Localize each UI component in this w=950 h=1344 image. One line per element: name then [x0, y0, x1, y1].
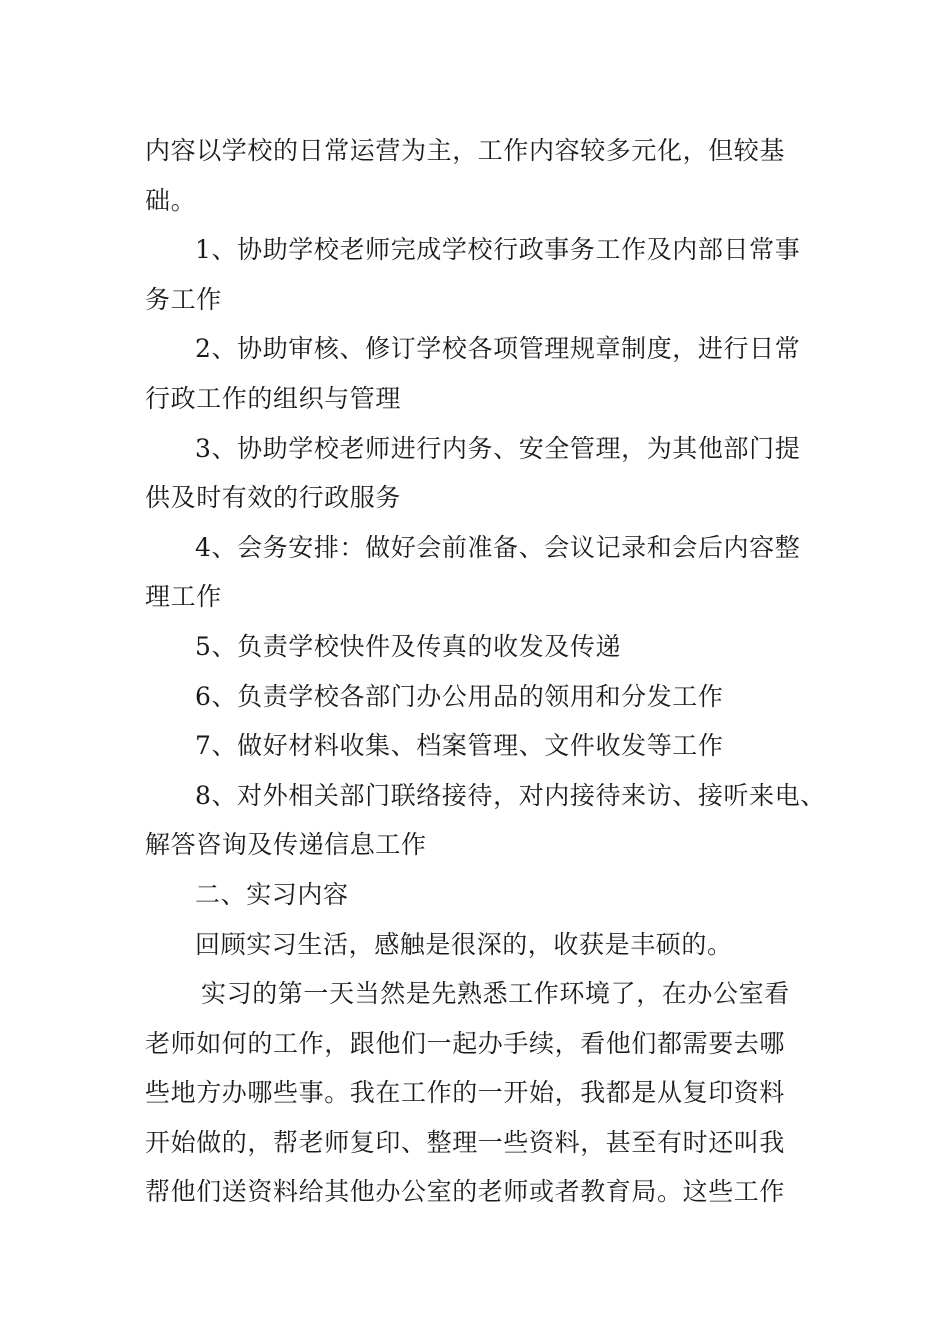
list-item: 2、协助审核、修订学校各项管理规章制度，进行日常	[195, 334, 801, 364]
text-line: 务工作	[145, 284, 222, 314]
paragraph-line: 开始做的，帮老师复印、整理一些资料，甚至有时还叫我	[145, 1127, 786, 1157]
list-item: 4、会务安排：做好会前准备、会议记录和会后内容整	[195, 532, 801, 562]
list-item: 8、对外相关部门联络接待，对内接待来访、接听来电、	[195, 780, 826, 810]
text-line: 础。	[145, 185, 197, 215]
paragraph-line: 帮他们送资料给其他办公室的老师或者教育局。这些工作	[145, 1177, 786, 1207]
text-line: 理工作	[145, 582, 222, 612]
paragraph-line: 实习的第一天当然是先熟悉工作环境了，在办公室看	[201, 979, 790, 1009]
text-line: 解答咨询及传递信息工作	[145, 830, 427, 860]
paragraph-line: 些地方办哪些事。我在工作的一开始，我都是从复印资料	[145, 1078, 786, 1108]
list-item: 6、负责学校各部门办公用品的领用和分发工作	[195, 681, 724, 711]
list-item: 7、做好材料收集、档案管理、文件收发等工作	[195, 731, 724, 761]
text-line: 内容以学校的日常运营为主，工作内容较多元化，但较基	[145, 136, 786, 165]
section-heading: 二、实习内容	[195, 879, 349, 909]
text-line: 行政工作的组织与管理	[145, 383, 402, 413]
paragraph-line: 回顾实习生活，感触是很深的，收获是丰硕的。	[195, 929, 733, 959]
list-item: 3、协助学校老师进行内务、安全管理，为其他部门提	[195, 433, 801, 463]
text-line: 供及时有效的行政服务	[145, 483, 402, 513]
list-item: 5、负责学校快件及传真的收发及传递	[195, 631, 622, 661]
paragraph-line: 老师如何的工作，跟他们一起办手续，看他们都需要去哪	[145, 1028, 786, 1058]
document-body	[145, 126, 826, 1217]
list-item: 1、协助学校老师完成学校行政事务工作及内部日常事	[195, 235, 801, 265]
